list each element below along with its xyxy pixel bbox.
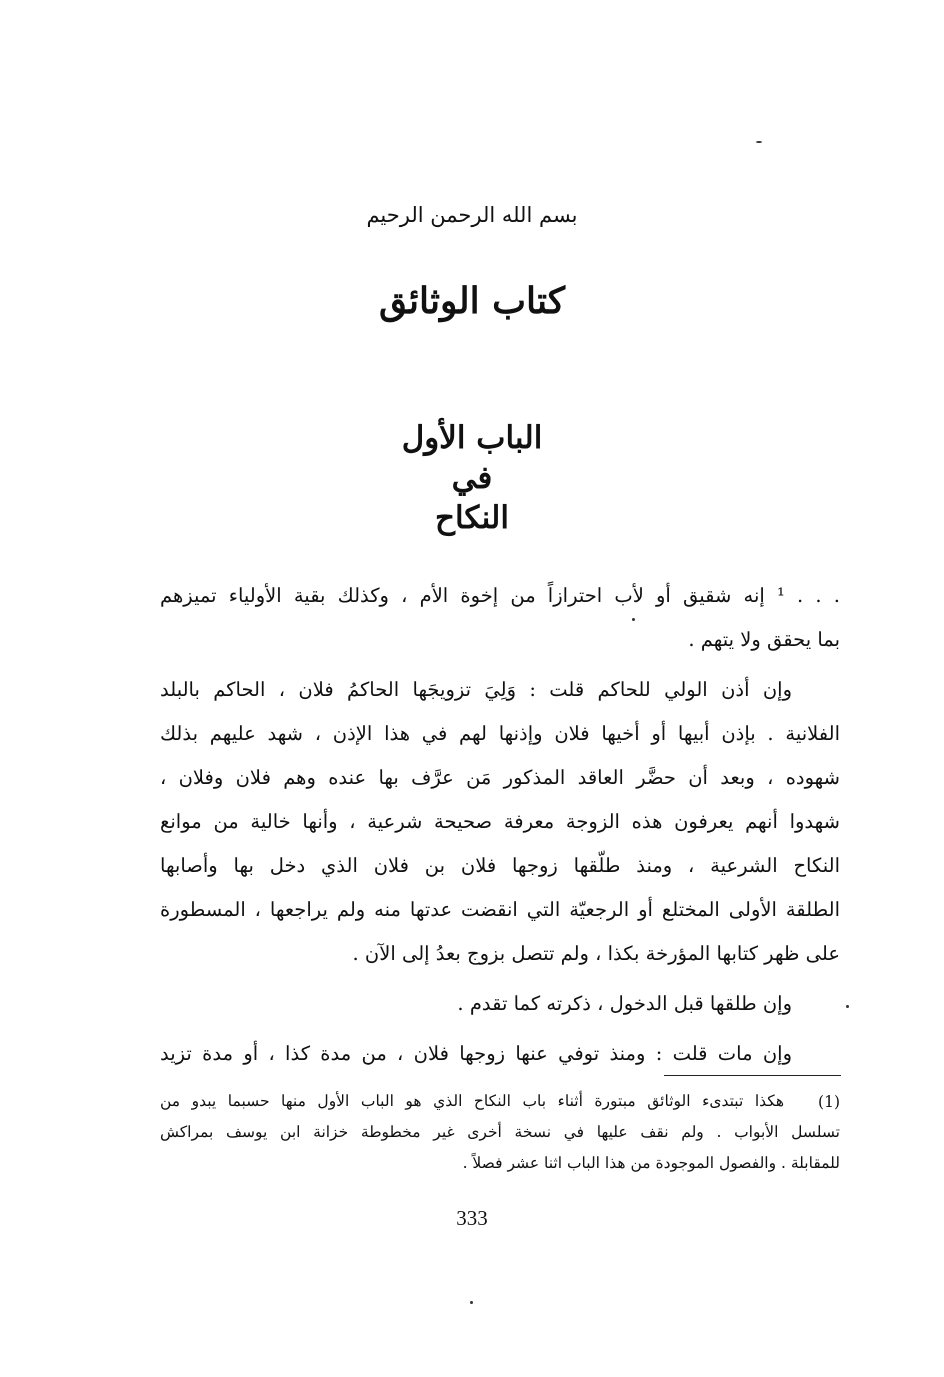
scan-speck: [756, 141, 762, 143]
body-line: الفلانية . بإذن أبيها أو أخيها فلان وإذنها لهم في هذا الإذن ، شهد عليهم بذلك: [160, 722, 840, 745]
chapter-title: الباب الأول: [401, 420, 543, 456]
footnote-line: هكذا تبتدىء الوثائق مبتورة أثناء باب النكاح الذي هو الباب الأول منها حسبما يبدو من: [160, 1092, 784, 1110]
body-line: على ظهر كتابها المؤرخة بكذا ، ولم تتصل بزوج بعدُ إلى الآن .: [352, 942, 840, 965]
body-line: بما يحقق ولا يتهم .: [688, 628, 840, 651]
footnote-entry: [160, 1086, 840, 1117]
footnote-line: للمقابلة . والفصول الموجودة من هذا الباب اثنا عشر فصلاً .: [462, 1154, 840, 1172]
basmala: بسم الله الرحمن الرحيم: [366, 203, 578, 227]
footnote-divider: [664, 1075, 841, 1076]
body-line: شهوده ، وبعد أن حضَّر العاقد المذكور مَن عرَّف بها عنده وهم فلان وفلان ،: [160, 766, 840, 789]
scan-speck: [632, 618, 635, 621]
chapter-preposition: في: [451, 460, 493, 496]
body-text: [160, 574, 840, 1076]
scan-speck: [470, 1301, 473, 1304]
body-line: شهدوا أنهم يعرفون هذه الزوجة معرفة صحيحة شرعية ، وأنها خالية من موانع: [160, 810, 840, 833]
body-line: النكاح الشرعية ، ومنذ طلّقها زوجها فلان بن فلان الذي دخل بها وأصابها: [160, 854, 840, 877]
book-title: كتاب الوثائق: [379, 280, 565, 322]
chapter-subject: النكاح: [435, 500, 509, 536]
footnote: [160, 1086, 840, 1179]
body-line: وإن طلقها قبل الدخول ، ذكرته كما تقدم .: [457, 992, 792, 1015]
body-line: . . . ¹ إنه شقيق أو لأب احترازاً من إخوة الأم ، وكذلك بقية الأولياء تميزهم: [160, 584, 840, 607]
body-line: وإن مات قلت : ومنذ توفي عنها زوجها فلان ، من مدة كذا ، أو مدة تزيد: [160, 1042, 792, 1065]
scan-speck: [846, 1005, 849, 1008]
page-number: 333: [456, 1206, 488, 1230]
body-line: وإن أذن الولي للحاكم قلت : وَلِيَ تزويجَها الحاكمُ فلان ، الحاكم بالبلد: [160, 678, 792, 701]
footnote-line: تسلسل الأبواب . ولم نقف عليها في نسخة أخرى غير مخطوطة خزانة ابن يوسف بمراكش: [160, 1123, 840, 1141]
body-line: الطلقة الأولى المختلع أو الرجعيّة التي انقضت عدتها منه ولم يراجعها ، المسطورة: [160, 898, 840, 921]
chapter-heading: [0, 418, 944, 538]
footnote-number: (1): [818, 1093, 840, 1111]
